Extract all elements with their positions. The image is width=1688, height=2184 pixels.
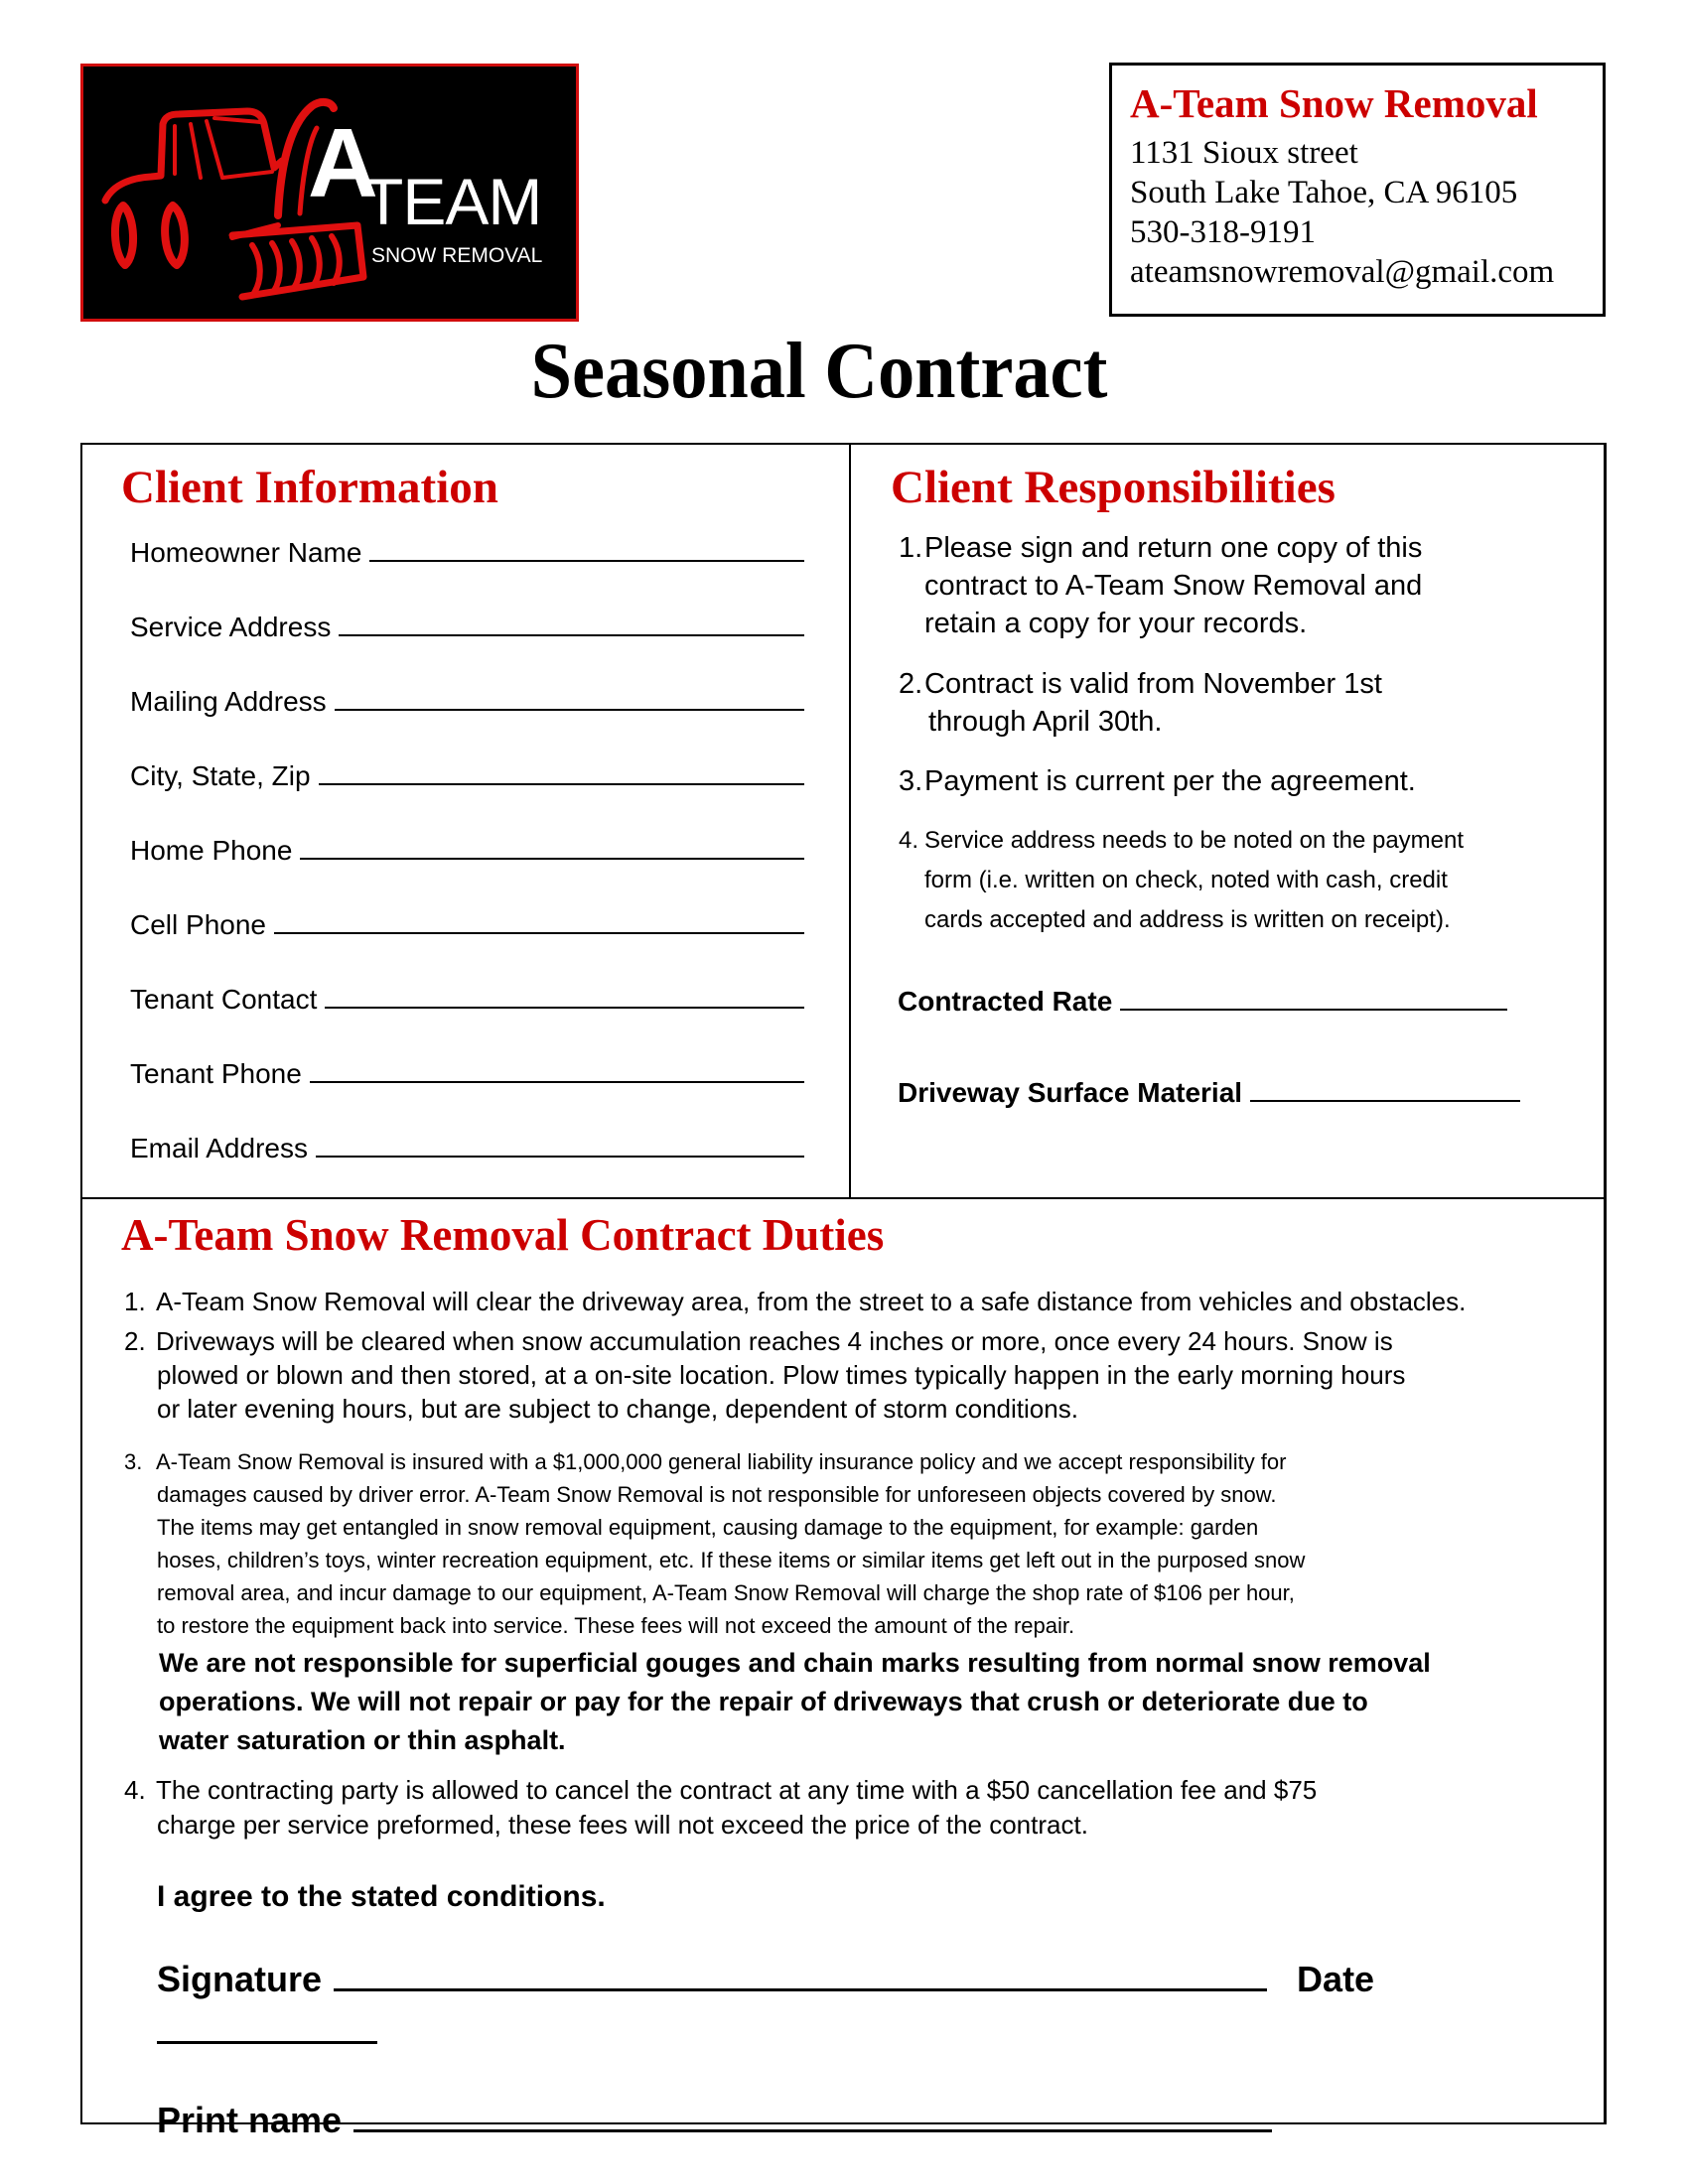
client-field-row[interactable] <box>130 837 804 865</box>
company-street: 1131 Sioux street <box>1130 135 1358 171</box>
client-information-heading: Client Information <box>121 462 498 513</box>
driveway-surface-label: Driveway Surface Material <box>898 1077 1243 1108</box>
responsibility-text: Please sign and return one copy of this <box>924 532 1423 564</box>
duty-text: damages caused by driver error. A-Team Snow Removal is not responsible for unforeseen objects covered by snow. <box>157 1482 1277 1507</box>
client-field-input[interactable] <box>335 708 804 711</box>
client-field-row[interactable] <box>130 911 804 939</box>
client-field-input[interactable] <box>274 931 804 934</box>
contact-box <box>1109 63 1606 317</box>
driveway-surface-input[interactable] <box>1250 1099 1520 1102</box>
responsibility-text: form (i.e. written on check, noted with cash, credit <box>924 867 1448 893</box>
client-field-label: Email Address <box>130 1133 308 1163</box>
print-name-field[interactable] <box>157 2100 1272 2140</box>
signature-field[interactable] <box>157 1959 1375 1999</box>
duty-text: hoses, children’s toys, winter recreation equipment, etc. If these items or similar items get left out in the purposed snow <box>157 1548 1306 1572</box>
client-field-row[interactable] <box>130 614 804 641</box>
responsibility-text: cards accepted and address is written on receipt). <box>924 906 1451 933</box>
client-field-label: City, State, Zip <box>130 760 311 791</box>
client-field-label: Homeowner Name <box>130 537 362 568</box>
duty-number: 2. <box>124 1326 146 1356</box>
company-phone: 530-318-9191 <box>1130 214 1316 250</box>
client-field-label: Cell Phone <box>130 909 266 940</box>
logo-letter-a: A <box>308 108 378 217</box>
client-field-label: Home Phone <box>130 835 293 866</box>
company-name: A-Team Snow Removal <box>1130 80 1538 126</box>
duty-text: The items may get entangled in snow removal equipment, causing damage to the equipment, for example: garden <box>157 1515 1259 1540</box>
duty-text: A-Team Snow Removal is insured with a $1,000,000 general liability insurance policy and we accept responsibility for <box>156 1449 1287 1474</box>
responsibility-text: Payment is current per the agreement. <box>924 765 1416 797</box>
duty-number: 3. <box>124 1449 143 1474</box>
signature-label: Signature <box>157 1959 323 1999</box>
duty-disclaimer-text: operations. We will not repair or pay for the repair of driveways that crush or deteriorate due to <box>159 1687 1368 1716</box>
contracted-rate-label: Contracted Rate <box>898 986 1113 1017</box>
table-top-border <box>80 443 1607 445</box>
client-field-row[interactable] <box>130 1135 804 1162</box>
client-field-row[interactable] <box>130 986 804 1014</box>
logo-subtitle: SNOW REMOVAL <box>371 244 543 267</box>
client-field-input[interactable] <box>325 1006 804 1009</box>
duty-disclaimer-text: water saturation or thin asphalt. <box>159 1725 566 1755</box>
print-name-input[interactable] <box>353 2128 1272 2132</box>
duties-heading: A-Team Snow Removal Contract Duties <box>121 1210 885 1260</box>
company-city: South Lake Tahoe, CA 96105 <box>1130 175 1518 210</box>
agreement-statement: I agree to the stated conditions. <box>157 1880 606 1913</box>
responsibility-text: through April 30th. <box>928 706 1163 738</box>
date-input[interactable] <box>157 2041 377 2044</box>
responsibility-number: 2. <box>899 668 923 700</box>
client-field-label: Tenant Contact <box>130 984 318 1015</box>
logo-word-team: TEAM <box>363 165 542 238</box>
duty-text: The contracting party is allowed to cancel the contract at any time with a $50 cancellation fee and $75 <box>156 1775 1318 1805</box>
client-field-input[interactable] <box>300 857 804 860</box>
company-email: ateamsnowremoval@gmail.com <box>1130 254 1555 290</box>
date-label: Date <box>1297 1959 1375 1999</box>
table-left-border <box>80 443 82 2124</box>
duty-text: charge per service preformed, these fees will not exceed the price of the contract. <box>157 1810 1088 1840</box>
responsibility-text: retain a copy for your records. <box>924 608 1308 639</box>
responsibility-text: Service address needs to be noted on the payment <box>924 827 1465 854</box>
signature-input[interactable] <box>334 1987 1267 1991</box>
client-field-input[interactable] <box>310 1080 804 1083</box>
duty-text: A-Team Snow Removal will clear the driveway area, from the street to a safe distance from vehicles and obstacles. <box>156 1287 1467 1316</box>
duty-text: plowed or blown and then stored, at a on-site location. Plow times typically happen in the early morning hours <box>157 1360 1406 1390</box>
client-field-row[interactable] <box>130 1060 804 1088</box>
client-field-input[interactable] <box>339 633 804 636</box>
client-field-row[interactable] <box>130 688 804 716</box>
responsibility-number: 3. <box>899 765 923 797</box>
client-responsibilities-heading: Client Responsibilities <box>891 462 1336 513</box>
client-field-label: Service Address <box>130 612 332 642</box>
column-divider <box>849 443 851 1198</box>
responsibility-text: contract to A-Team Snow Removal and <box>924 570 1423 602</box>
responsibility-text: Contract is valid from November 1st <box>924 668 1382 700</box>
duty-text: or later evening hours, but are subject to change, dependent of storm conditions. <box>157 1394 1078 1424</box>
table-right-border <box>1604 443 1607 2124</box>
duty-text: removal area, and incur damage to our equipment, A-Team Snow Removal will charge the shop rate of $106 per hour, <box>157 1580 1295 1605</box>
responsibility-number: 1. <box>899 532 923 564</box>
duty-disclaimer-text: We are not responsible for superficial gouges and chain marks resulting from normal snow removal <box>159 1648 1431 1678</box>
client-field-row[interactable] <box>130 539 804 567</box>
driveway-surface-field[interactable] <box>898 1079 1520 1107</box>
duty-number: 4. <box>124 1775 146 1805</box>
duty-text: Driveways will be cleared when snow accumulation reaches 4 inches or more, once every 24 hours. Snow is <box>156 1326 1393 1356</box>
client-field-row[interactable] <box>130 762 804 790</box>
contracted-rate-input[interactable] <box>1120 1008 1507 1011</box>
page-title: Seasonal Contract <box>530 328 1108 415</box>
duty-text: to restore the equipment back into service. These fees will not exceed the amount of the repair. <box>157 1613 1075 1638</box>
print-name-label: Print name <box>157 2100 343 2140</box>
contracted-rate-field[interactable] <box>898 988 1507 1016</box>
client-field-label: Mailing Address <box>130 686 327 717</box>
responsibility-number: 4. <box>899 827 919 854</box>
section-divider <box>80 1197 1607 1199</box>
company-logo <box>80 64 579 322</box>
client-field-input[interactable] <box>319 782 804 785</box>
client-field-input[interactable] <box>369 559 804 562</box>
client-field-label: Tenant Phone <box>130 1058 302 1089</box>
client-field-input[interactable] <box>316 1155 804 1158</box>
duty-number: 1. <box>124 1287 146 1316</box>
